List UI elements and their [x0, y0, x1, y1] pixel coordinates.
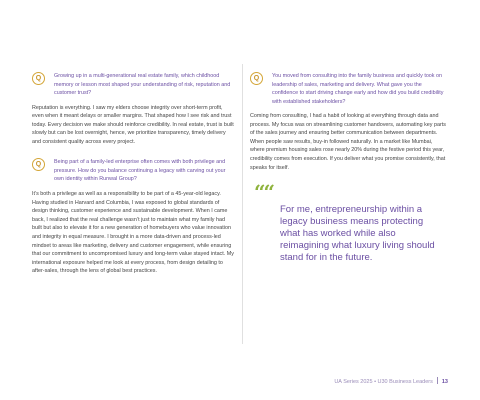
question-text: You moved from consulting into the family business and quickly took on leadership of sales, marketing and delivery. What gave you the confidence to start driving change early and how did you build credibility with established stakeholders? [272, 73, 444, 105]
answer-text: Reputation is everything. I saw my elders choose integrity over short-term profit, even when it meant delays or smaller margins. That shaped how I see risk and trust today. Every decision we make should reinforce credibility. In real estate, trust is built slowly but can be lost overnight, hence, we prioritize transparency, timely delivery and consistent quality across every project. [32, 104, 234, 145]
question-text: Growing up in a multi-generational real estate family, which childhood memory or lesson most shaped your understanding of risk, reputation and customer trust? [54, 73, 231, 96]
qa-block-3 [250, 72, 448, 172]
footer-separator [437, 377, 438, 384]
question-badge-icon: Q [250, 72, 263, 85]
pull-quote: For me, entrepreneurship within a legacy business means protecting what has worked while also reimagining what luxury living should stand for in the future. [280, 204, 435, 264]
left-column [32, 72, 235, 288]
qa-block-2 [32, 158, 235, 275]
question-badge-icon: Q [32, 72, 45, 85]
question-text: Being part of a family-led enterprise often comes with both privilege and pressure. How do you balance continuing a legacy with carving out your own identity within Runwal Group? [54, 159, 226, 183]
answer-text: Coming from consulting, I had a habit of looking at everything through data and process. My focus was on streamlining customer handovers, automating key parts of the sales journey and ensuring better communication between departments. When people saw results, buy-in followed naturally. In a market like Mumbai, where premium housing sales rose nearly 20% during the festive period this year, credibility comes from execution. If you deliver what you promise consistently, that speaks for itself. [250, 113, 446, 171]
right-column [250, 72, 448, 264]
footer-series: UA Series 2025 • U30 Business Leaders [334, 379, 433, 385]
page-number: 13 [441, 379, 448, 385]
question-badge-icon: Q [32, 158, 45, 171]
quote-mark-icon: ““ [254, 180, 274, 205]
answer-text: It’s both a privilege as well as a responsibility to be part of a 45-year-old legacy. Having studied in Harvard and Columbia, I was exposed to global standards of design thinking, customer experience and sustainable development. When I came back, I realized that the real challenge wasn’t just to maintain what my family had built but also to elevate it for a new generation of homebuyers who value innovation and integrity in equal measure. I brought in a more data-driven and process-led mindset to areas like marketing, delivery and customer engagement, while ensuring that our commitment to uncompromised luxury and long-term value stayed intact. My international exposure helped me look at every process, from design detailing to after-sales, through the lens of global best practices. [32, 190, 234, 275]
qa-block-1 [32, 72, 235, 146]
page-footer [334, 377, 448, 385]
column-divider [242, 64, 243, 344]
